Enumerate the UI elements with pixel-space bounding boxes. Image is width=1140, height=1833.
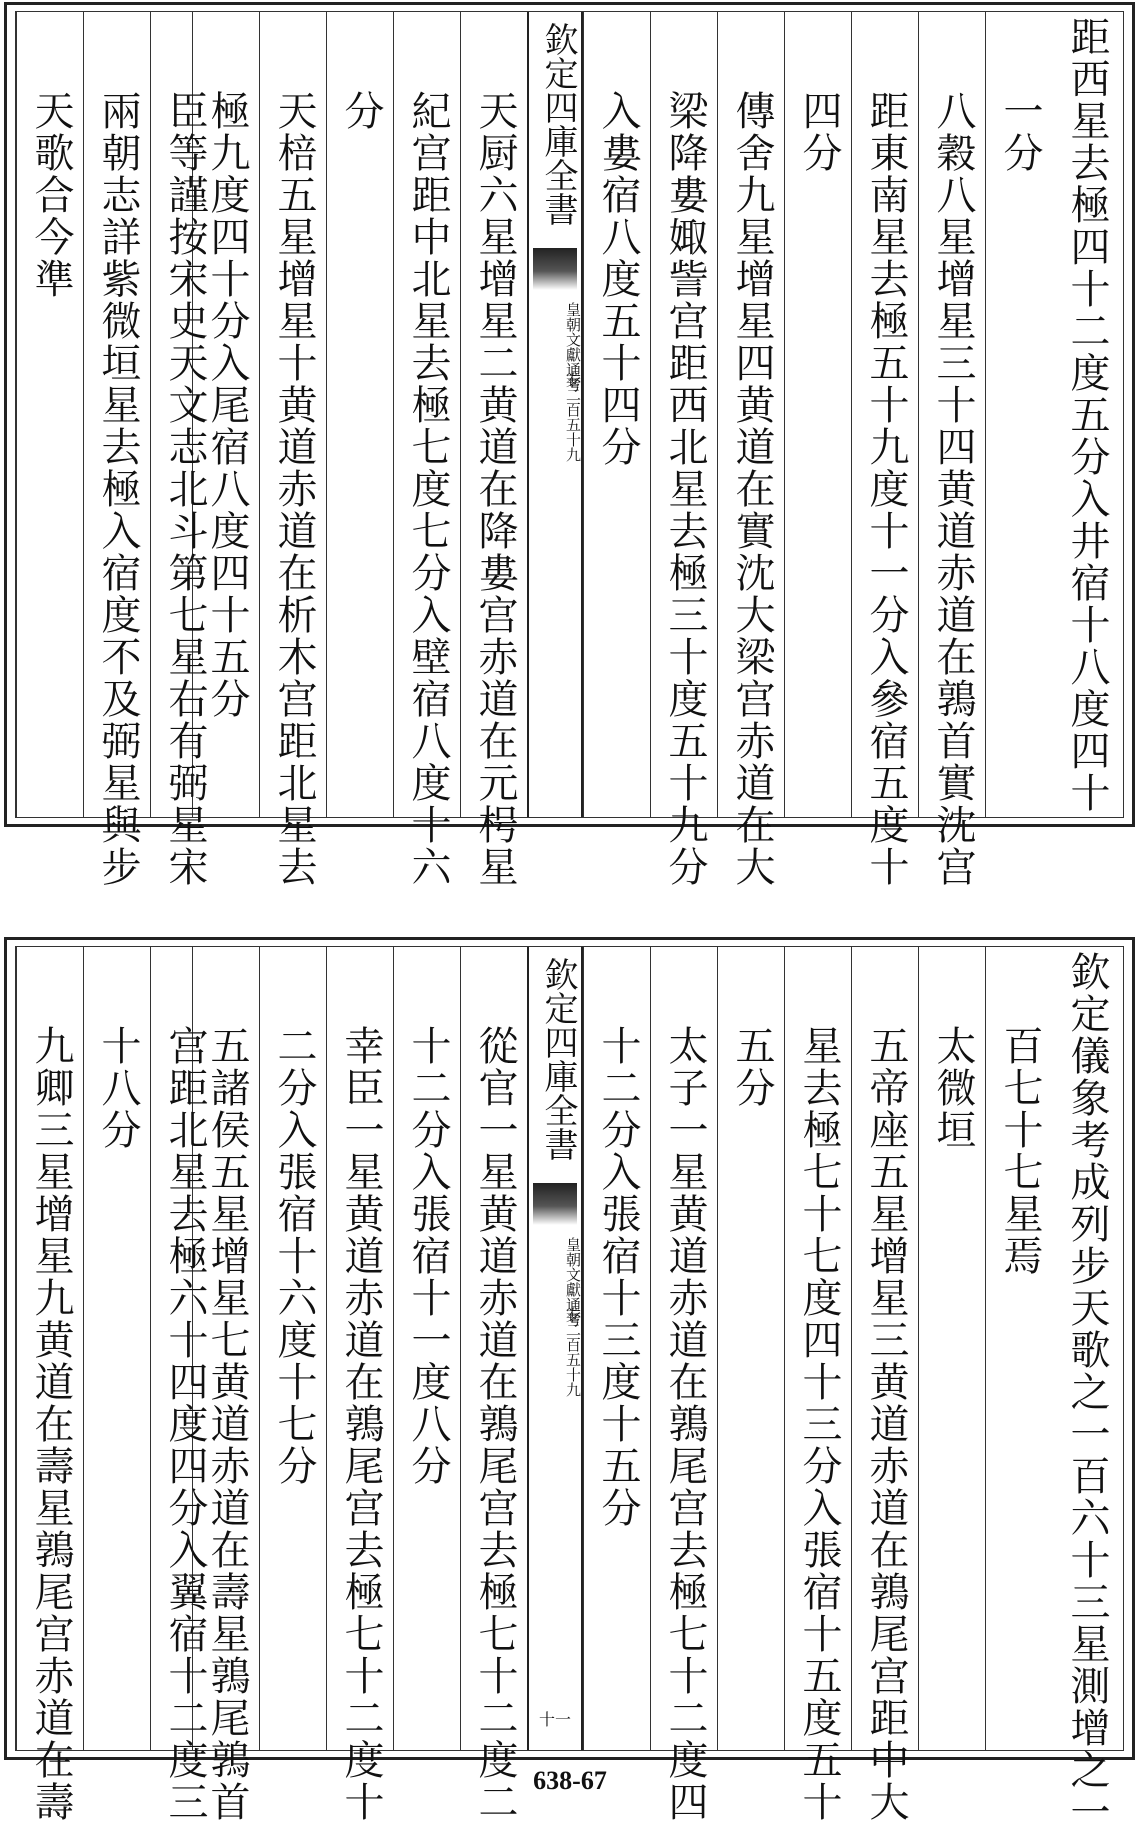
text-column — [784, 12, 851, 817]
fishtail-mark — [533, 1183, 577, 1225]
text-column — [150, 12, 217, 888]
center-fold — [527, 12, 583, 817]
column-text: 太微垣 — [930, 1025, 976, 1151]
column-text: 一分 — [997, 90, 1043, 174]
text-column — [918, 947, 985, 1750]
text-column — [326, 12, 393, 817]
column-text: 五諸侯五星增星七黄道赤道在壽星鶉尾鶉首 — [204, 1025, 250, 1823]
text-column — [460, 947, 527, 1823]
column-text: 紀宫距中北星去極七度七分入壁宿八度十六 — [405, 90, 451, 888]
text-column — [259, 12, 326, 888]
fishtail-mark — [533, 248, 577, 290]
center-fold — [527, 947, 583, 1750]
column-text: 二分入張宿十六度十七分 — [271, 1025, 317, 1487]
column-text: 十八分 — [95, 1025, 141, 1151]
column-text: 欽定儀象考成列步天歌之一百六十三星測增之一 — [1064, 951, 1110, 1833]
text-column — [460, 12, 527, 888]
center-title: 欽定四庫全書 — [538, 22, 578, 226]
text-column — [1052, 947, 1119, 1833]
text-column — [326, 947, 393, 1823]
top-page-frame — [15, 11, 1124, 888]
column-text: 分 — [338, 90, 384, 132]
column-text: 距東南星去極五十九度十一分入參宿五度十 — [863, 90, 909, 888]
column-text: 百七十七星焉 — [997, 1025, 1043, 1277]
column-text: 從官一星黄道赤道在鶉尾宫去極七十二度二 — [472, 1025, 518, 1823]
text-column — [259, 947, 326, 1750]
column-text: 梁降婁娵訾宫距西北星去極三十度五十九分 — [662, 90, 708, 888]
text-column — [985, 12, 1052, 817]
center-book-title: 皇朝文獻通考 — [564, 1237, 582, 1327]
text-column — [918, 12, 985, 888]
column-text: 入婁宿八度五十四分 — [595, 90, 641, 468]
text-column — [583, 12, 650, 817]
text-column — [583, 947, 650, 1750]
text-column — [1052, 12, 1119, 817]
column-text: 十二分入張宿十三度十五分 — [595, 1025, 641, 1529]
center-volume: 卷二百五十九 — [564, 372, 582, 462]
text-column — [393, 947, 460, 1750]
text-column — [650, 947, 717, 1823]
text-column — [985, 947, 1052, 1750]
text-column — [393, 12, 460, 888]
page-footer-number: 638-67 — [533, 1766, 607, 1795]
center-volume: 卷二百五十九 — [564, 1307, 582, 1397]
column-text: 十二分入張宿十一度八分 — [405, 1025, 451, 1487]
text-column — [16, 947, 83, 1823]
center-title: 欽定四庫全書 — [538, 957, 578, 1161]
column-text: 臣等謹按宋史天文志北斗第七星右有弼星宋 — [162, 90, 208, 888]
text-column — [150, 947, 217, 1823]
column-text: 距西星去極四十二度五分入井宿十八度四十 — [1064, 16, 1110, 814]
text-column — [83, 947, 150, 1750]
column-text: 九卿三星增星九黄道在壽星鶉尾宫赤道在壽 — [28, 1025, 74, 1823]
column-text: 宫距北星去極六十四度四分入翼宿十二度三 — [162, 1025, 208, 1823]
text-column — [784, 947, 851, 1823]
column-text: 太子一星黄道赤道在鶉尾宫去極七十二度四 — [662, 1025, 708, 1823]
top-page — [4, 2, 1135, 888]
text-column — [16, 12, 83, 817]
text-column — [717, 12, 784, 888]
column-text: 天歌合今準 — [28, 90, 74, 300]
text-column — [650, 12, 717, 888]
text-column — [83, 12, 150, 888]
column-text: 星去極七十七度四十三分入張宿十五度五十 — [796, 1025, 842, 1823]
column-text: 五分 — [729, 1025, 775, 1109]
column-text: 兩朝志詳紫微垣星去極入宿度不及弼星與步 — [95, 90, 141, 888]
center-book-title: 皇朝文獻通考 — [564, 302, 582, 392]
column-text: 五帝座五星增星三黄道赤道在鶉尾宫距中大 — [863, 1025, 909, 1823]
text-column — [851, 947, 918, 1823]
column-text: 天厨六星增星二黄道在降婁宫赤道在元枵星 — [472, 90, 518, 888]
center-page-number: 十一 — [538, 1710, 571, 1729]
column-text: 天棓五星增星十黄道赤道在析木宫距北星去 — [271, 90, 317, 888]
column-text: 幸臣一星黄道赤道在鶉尾宫去極七十二度十 — [338, 1025, 384, 1823]
column-text: 四分 — [796, 90, 842, 174]
text-column — [851, 12, 918, 888]
column-text: 傳舍九星增星四黄道在實沈大梁宫赤道在大 — [729, 90, 775, 888]
column-text: 極九度四十分入尾宿八度四十五分 — [204, 90, 250, 720]
text-column — [717, 947, 784, 1750]
column-text: 八穀八星增星三十四黄道赤道在鶉首實沈宫 — [930, 90, 976, 888]
